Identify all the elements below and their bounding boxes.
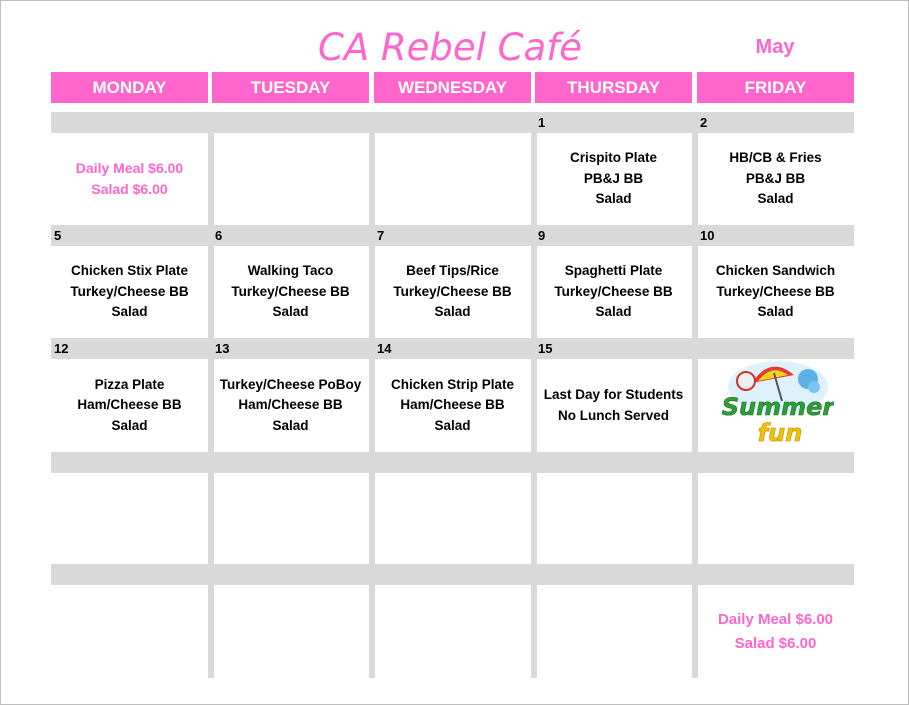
menu-item: Salad <box>111 304 148 320</box>
date-number: 12 <box>54 341 69 356</box>
day-header-wednesday: WEDNESDAY <box>374 72 531 103</box>
menu-item: No Lunch Served <box>557 407 670 423</box>
date-number: 5 <box>54 228 62 243</box>
date-number: 15 <box>538 341 553 356</box>
menu-item: Turkey/Cheese BB <box>716 283 835 299</box>
week-band <box>51 564 854 585</box>
day-cell <box>697 473 854 564</box>
day-cell <box>51 246 208 338</box>
date-number: 7 <box>377 228 385 243</box>
menu-item: Ham/Cheese BB <box>238 397 343 413</box>
calendar-grid <box>51 72 854 678</box>
menu-item: Last Day for Students <box>543 387 684 402</box>
menu-item: Salad <box>757 191 794 207</box>
day-cell <box>374 359 531 452</box>
menu-item: Turkey/Cheese BB <box>231 283 350 299</box>
menu-item: PB&J BB <box>745 170 806 186</box>
day-cell <box>212 359 369 452</box>
day-cell <box>51 585 208 678</box>
day-cell <box>51 359 208 452</box>
day-cell <box>535 473 692 564</box>
day-cell <box>212 473 369 564</box>
date-number: 9 <box>538 228 546 243</box>
svg-text:fun: fun <box>757 419 803 447</box>
menu-item: Salad <box>272 304 309 320</box>
day-header-tuesday: TUESDAY <box>212 72 369 103</box>
menu-item: Ham/Cheese BB <box>77 397 182 413</box>
day-header-friday: FRIDAY <box>697 72 854 103</box>
menu-item: Salad <box>595 304 632 320</box>
day-cell <box>535 133 692 225</box>
month-label: May <box>755 36 795 58</box>
day-cell <box>697 585 854 678</box>
menu-item: Chicken Strip Plate <box>390 376 515 392</box>
menu-item: Salad <box>434 417 471 433</box>
day-header-monday: MONDAY <box>51 72 208 103</box>
menu-item: Salad <box>272 417 309 433</box>
menu-item: Salad <box>111 417 148 433</box>
menu-item: Chicken Sandwich <box>715 263 836 279</box>
menu-item: Chicken Stix Plate <box>70 263 189 279</box>
day-cell <box>535 246 692 338</box>
date-number: 2 <box>700 115 708 130</box>
day-cell <box>51 473 208 564</box>
menu-item: Salad <box>595 191 632 207</box>
menu-item: HB/CB & Fries <box>729 150 822 166</box>
menu-item: Walking Taco <box>247 263 334 279</box>
week-band <box>51 452 854 473</box>
menu-item: Daily Meal $6.00 <box>75 160 184 176</box>
day-cell <box>697 246 854 338</box>
day-header-thursday: THURSDAY <box>535 72 692 103</box>
week-band <box>51 225 854 246</box>
menu-item: Spaghetti Plate <box>564 263 663 279</box>
day-cell <box>697 133 854 225</box>
menu-item: Ham/Cheese BB <box>400 397 505 413</box>
menu-item: Turkey/Cheese PoBoy <box>219 376 362 392</box>
day-cell <box>535 585 692 678</box>
date-number: 14 <box>377 341 392 356</box>
menu-item: Crispito Plate <box>569 150 658 166</box>
menu-item: Beef Tips/Rice <box>406 263 499 279</box>
menu-item: Turkey/Cheese BB <box>70 283 189 299</box>
menu-item: Salad $6.00 <box>91 181 168 197</box>
day-cell <box>212 246 369 338</box>
svg-text:Summer: Summer <box>722 393 834 421</box>
menu-item: Turkey/Cheese BB <box>554 283 673 299</box>
menu-item: Turkey/Cheese BB <box>393 283 512 299</box>
day-cell <box>374 246 531 338</box>
day-cell <box>374 133 531 225</box>
menu-item: Salad <box>434 304 471 320</box>
day-cell <box>374 473 531 564</box>
day-cell <box>535 359 692 452</box>
date-number: 6 <box>215 228 223 243</box>
date-number: 13 <box>215 341 230 356</box>
summer-fun-icon <box>722 357 834 453</box>
date-number: 10 <box>700 228 715 243</box>
day-cell <box>212 133 369 225</box>
page-title: CA Rebel Café <box>318 26 582 69</box>
menu-item: Salad <box>757 304 794 320</box>
day-cell <box>374 585 531 678</box>
day-cell <box>51 133 208 225</box>
menu-item: PB&J BB <box>583 170 644 186</box>
week-band <box>51 338 854 359</box>
day-cell <box>212 585 369 678</box>
menu-item: Pizza Plate <box>94 376 165 392</box>
summer-fun-logo <box>722 357 834 453</box>
menu-item: Salad $6.00 <box>734 634 817 652</box>
week-band <box>51 112 854 133</box>
menu-item: Daily Meal $6.00 <box>717 610 834 628</box>
date-number: 1 <box>538 115 546 130</box>
